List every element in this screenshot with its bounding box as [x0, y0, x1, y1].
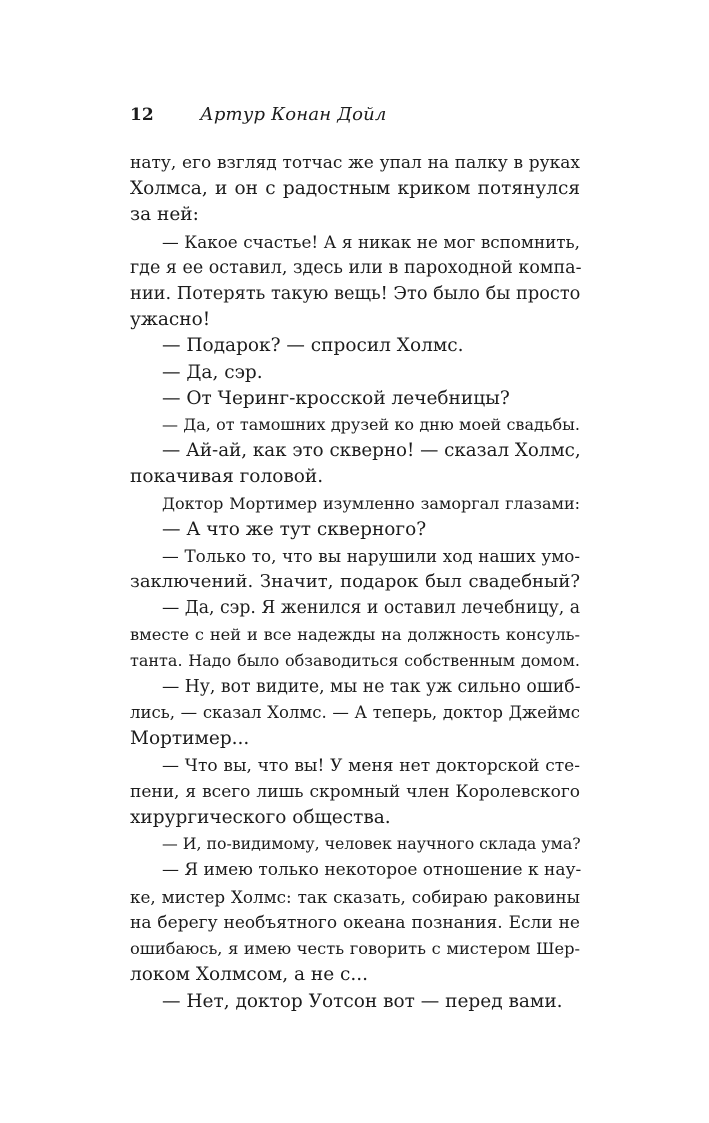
text-line: ошибаюсь, я имею честь говорить с мистером Шер-: [130, 939, 580, 959]
text-line: вместе с ней и все надежды на должность консуль-: [130, 624, 580, 644]
text-line: Мортимер...: [130, 728, 250, 750]
text-line: хирургического общества.: [130, 807, 391, 829]
text-line: заключений. Значит, подарок был свадебный?: [130, 571, 580, 593]
text-line: — Какое счастье! А я никак не мог вспомнить,: [162, 231, 580, 252]
text-line: пени, я всего лишь скромный член Королевского: [130, 781, 580, 802]
text-line: нату, его взгляд тотчас же упал на палку в руках: [130, 153, 580, 173]
text-line: — И, по-видимому, человек научного склада ума?: [162, 834, 581, 854]
text-line: нии. Потерять такую вещь! Это было бы просто: [130, 284, 581, 305]
running-title: Артур Конан Дойл: [200, 104, 387, 125]
text-line: — Нет, доктор Уотсон вот — перед вами.: [162, 990, 563, 1012]
text-line: — Подарок? — спросил Холмс.: [162, 335, 464, 357]
text-line: — А что же тут скверного?: [162, 518, 427, 540]
text-line: — Да, сэр. Я женился и оставил лечебницу, а: [162, 598, 580, 619]
body-text: [130, 150, 580, 1015]
text-line: — От Черинг-кросской лечебницы?: [162, 387, 510, 409]
page-number: 12: [130, 105, 154, 125]
text-line: ке, мистер Холмс: так сказать, собираю раковины: [130, 886, 580, 907]
text-line: покачивая головой.: [130, 466, 324, 488]
text-line: ужасно!: [130, 309, 211, 331]
text-line: — Ай-ай, как это скверно! — сказал Холмс,: [162, 440, 581, 462]
text-line: — Ну, вот видите, мы не так уж сильно ошиб-: [162, 677, 581, 698]
text-line: — Только то, что вы нарушили ход наших умо-: [162, 546, 580, 567]
text-line: Доктор Мортимер изумленно заморгал глазами:: [162, 493, 580, 513]
text-line: — Да, сэр.: [162, 361, 263, 383]
text-line: — Да, от тамошних друзей ко дню моей свадьбы.: [162, 415, 580, 435]
text-line: Холмса, и он с радостным криком потянулся: [130, 178, 580, 200]
text-line: за ней:: [130, 204, 199, 226]
text-line: лись, — сказал Холмс. — А теперь, доктор Джеймс: [130, 703, 580, 723]
text-line: — Что вы, что вы! У меня нет докторской сте-: [162, 755, 580, 776]
text-line: локом Холмсом, а не с...: [130, 964, 369, 986]
page-header: [130, 104, 387, 125]
text-line: где я ее оставил, здесь или в пароходной компа-: [130, 257, 582, 278]
text-line: танта. Надо было обзаводиться собственным домом.: [130, 650, 580, 670]
text-line: — Я имею только некоторое отношение к нау-: [162, 860, 582, 881]
text-line: на берегу необъятного океана познания. Если не: [130, 912, 580, 933]
